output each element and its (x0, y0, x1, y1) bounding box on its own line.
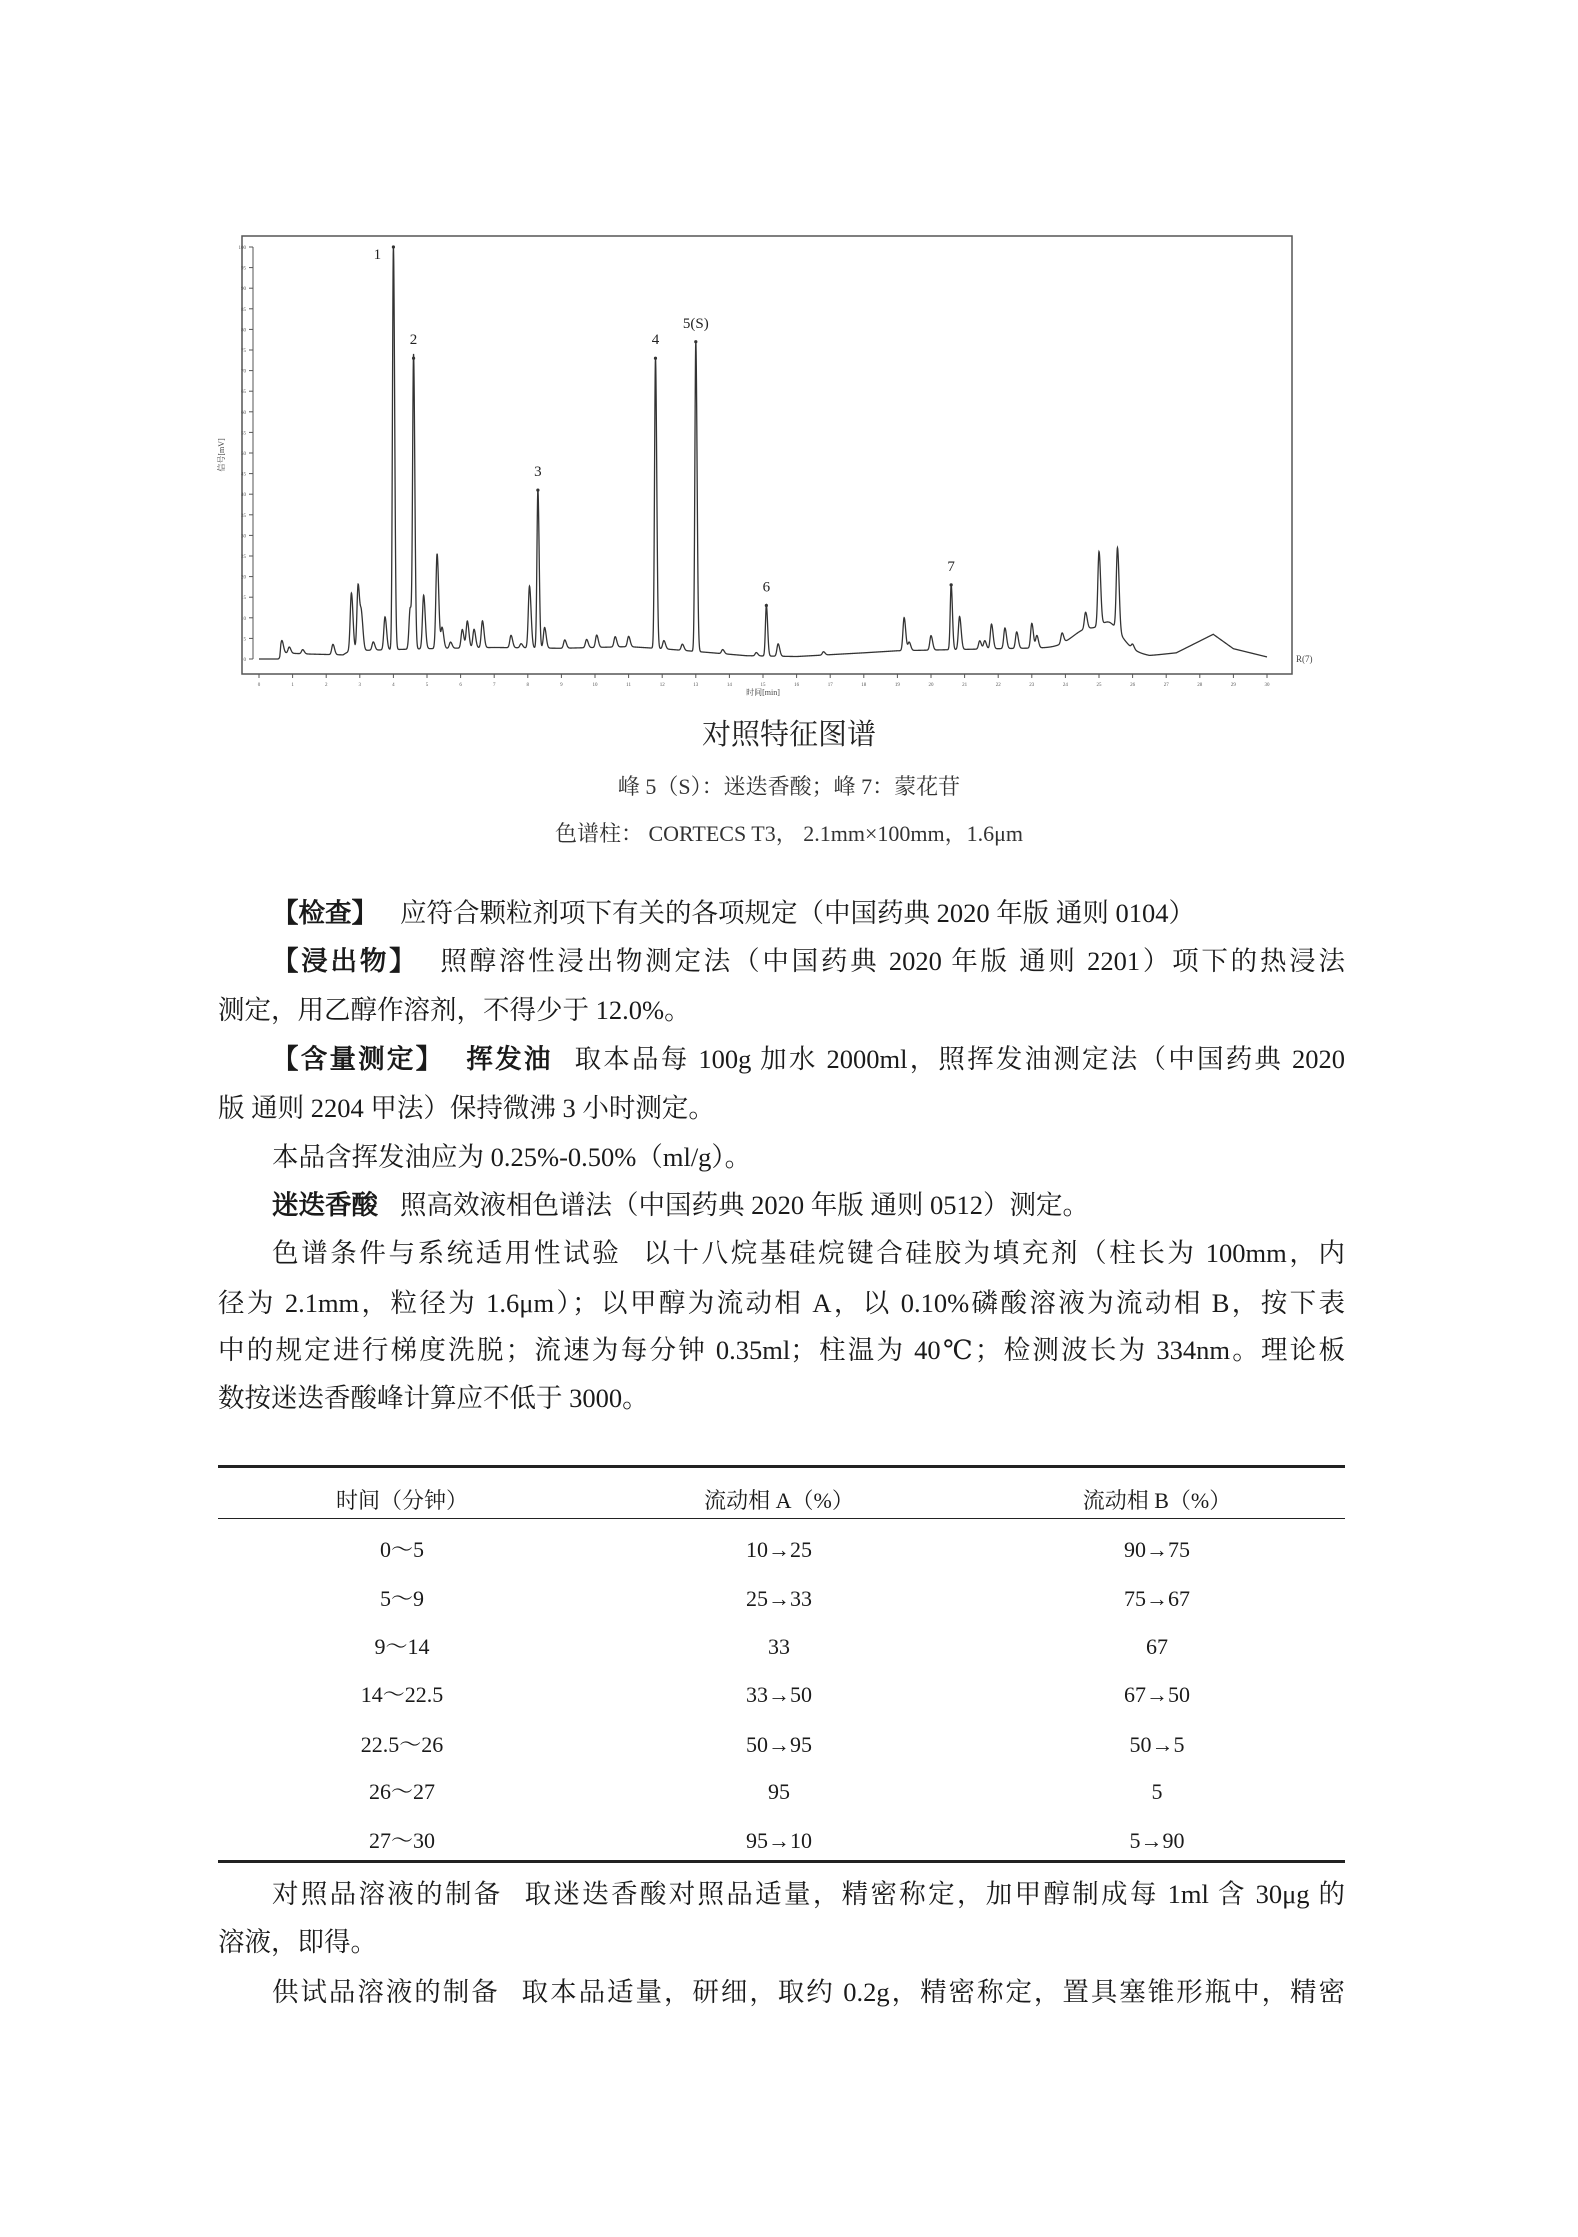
table-cell: 67 (1146, 1634, 1168, 1659)
x-tick-label: 24 (1062, 683, 1068, 688)
ref-solution-heading: 对照品溶液的制备 (272, 1879, 503, 1909)
peak-label: 2 (409, 332, 418, 349)
conditions-paragraph (272, 1236, 1345, 1270)
table-cell: 67→50 (1124, 1682, 1190, 1707)
extract-paragraph (272, 944, 1345, 979)
figure-title: 对照特征图谱 (701, 717, 876, 751)
x-tick-label: 2 (324, 683, 328, 688)
y-tick-label: 40 (241, 493, 246, 499)
table-cell: 50→5 (1129, 1732, 1185, 1757)
table-cell: 95→10 (746, 1828, 812, 1853)
chromatogram-trace (259, 247, 1267, 659)
peak-label: 3 (534, 464, 542, 481)
table-cell: 22.5～26 (360, 1732, 444, 1757)
figure-peak-note: 峰 5（S）：迷迭香酸；峰 7：蒙花苷 (617, 774, 961, 799)
x-tick-label: 7 (492, 683, 496, 688)
peak-apex-marker (536, 488, 539, 491)
test-solution-heading: 供试品溶液的制备 (272, 1977, 500, 2007)
volatile-oil-heading: 挥发油 (466, 1044, 553, 1075)
y-tick-label: 0 (243, 658, 246, 663)
peak-apex-marker (412, 357, 415, 360)
assay-paragraph (272, 1042, 1345, 1077)
conditions-line2: 径为 2.1mm，粒径为 1.6μm）；以甲醇为流动相 A，以 0.10%磷酸溶液为流动相 B，按下表 (218, 1288, 1345, 1318)
x-tick-label: 3 (358, 683, 362, 688)
x-tick-label: 21 (962, 683, 968, 688)
peak-apex-marker (765, 604, 768, 607)
x-tick-label: 18 (861, 683, 867, 688)
x-tick-label: 17 (827, 683, 833, 688)
table-cell: 33→50 (746, 1682, 812, 1707)
peak-label: 5(S) (682, 315, 709, 332)
x-tick-label: 26 (1130, 683, 1136, 688)
x-tick-label: 19 (894, 683, 900, 688)
y-tick-label: 5 (243, 637, 246, 643)
peak-apex-marker (694, 340, 697, 343)
figure-column-note: 色谱柱： CORTECS T3， 2.1mm×100mm，1.6μm (554, 821, 1023, 846)
table-cell: 50→95 (746, 1732, 812, 1757)
extract-text: 照醇溶性浸出物测定法（中国药典 2020 年版 通则 2201）项下的热浸法 (440, 946, 1346, 976)
table-bottom-rule (218, 1860, 1345, 1863)
x-tick-label: 11 (626, 683, 632, 688)
table-cell: 14～22.5 (360, 1682, 444, 1707)
y-tick-label: 85 (241, 307, 246, 313)
y-tick-label: 90 (241, 287, 246, 293)
inspection-heading: 【检查】 (272, 898, 378, 929)
x-tick-label: 30 (1264, 683, 1270, 688)
y-tick-label: 15 (241, 596, 246, 602)
table-header-cell: 流动相 A（%） (704, 1488, 854, 1513)
peak-label: 4 (651, 332, 660, 349)
y-tick-label: 75 (241, 349, 246, 354)
x-tick-label: 16 (794, 683, 800, 688)
y-tick-label: 65 (241, 390, 246, 396)
x-tick-label: 1 (291, 683, 294, 688)
r7-label: R(7) (1296, 654, 1313, 664)
y-tick-label: 30 (241, 534, 246, 540)
assay-heading: 【含量测定】 (272, 1044, 445, 1075)
table-cell: 0～5 (379, 1537, 424, 1562)
x-tick-label: 25 (1096, 683, 1102, 688)
y-axis-label: 信号[mV] (217, 438, 226, 472)
assay-text-line2: 版 通则 2204 甲法）保持微沸 3 小时测定。 (218, 1093, 715, 1123)
test-solution-text: 取本品适量，研细，取约 0.2g，精密称定，置具塞锥形瓶中，精密 (521, 1977, 1346, 2007)
y-tick-label: 60 (241, 410, 246, 416)
y-tick-label: 80 (241, 328, 246, 334)
x-tick-label: 28 (1197, 683, 1203, 688)
table-cell: 9～14 (374, 1634, 430, 1659)
x-tick-label: 9 (560, 683, 563, 688)
chromatogram (0, 0, 1578, 720)
oil-limit-text: 本品含挥发油应为 0.25%-0.50%（ml/g）。 (272, 1142, 752, 1172)
peak-apex-marker (392, 245, 395, 248)
conditions-line3: 中的规定进行梯度洗脱；流速为每分钟 0.35ml；柱温为 40℃；检测波长为 334nm。理论板 (218, 1335, 1345, 1365)
peak-apex-marker (950, 583, 953, 586)
x-tick-label: 15 (760, 683, 766, 688)
x-axis-label: 时间[min] (746, 688, 780, 697)
table-cell: 5～9 (379, 1586, 424, 1611)
x-tick-label: 13 (693, 683, 699, 688)
table-cell: 5 (1151, 1779, 1163, 1804)
x-tick-label: 23 (1029, 683, 1035, 688)
y-tick-label: 25 (241, 555, 246, 560)
table-cell: 10→25 (746, 1537, 812, 1562)
table-top-rule (218, 1465, 1345, 1468)
table-header-cell: 流动相 B（%） (1082, 1488, 1232, 1513)
conditions-heading: 色谱条件与系统适用性试验 (272, 1238, 622, 1268)
x-tick-label: 27 (1163, 683, 1169, 688)
extract-text-line2: 测定，用乙醇作溶剂，不得少于 12.0%。 (218, 995, 691, 1025)
x-tick-label: 8 (526, 683, 530, 688)
ref-solution-line2: 溶液，即得。 (218, 1927, 377, 1957)
y-tick-label: 95 (241, 266, 246, 272)
ref-solution-paragraph (272, 1877, 1345, 1911)
table-cell: 90→75 (1124, 1537, 1190, 1562)
test-solution-paragraph (272, 1975, 1345, 2009)
x-tick-label: 4 (392, 683, 395, 688)
peak-label: 1 (373, 247, 382, 263)
x-tick-label: 29 (1230, 683, 1236, 688)
inspection-text: 应符合颗粒剂项下有关的各项规定（中国药典 2020 年版 通则 0104） (400, 898, 1195, 928)
table-cell: 75→67 (1124, 1586, 1190, 1611)
table-header-rule (218, 1518, 1345, 1519)
table-cell: 95 (768, 1779, 790, 1804)
inspection-paragraph (272, 896, 1345, 931)
peak-label: 6 (762, 579, 771, 596)
rosmarinic-heading: 迷迭香酸 (272, 1190, 378, 1221)
rosmarinic-text: 照高效液相色谱法（中国药典 2020 年版 通则 0512）测定。 (400, 1190, 1089, 1220)
y-tick-label: 100 (238, 246, 246, 251)
x-tick-label: 12 (659, 683, 665, 688)
extract-heading: 【浸出物】 (272, 946, 419, 977)
table-header-cell: 时间（分钟） (335, 1488, 468, 1513)
table-cell: 25→33 (746, 1586, 812, 1611)
x-tick-label: 20 (928, 683, 934, 688)
ref-solution-text: 取迷迭香酸对照品适量，精密称定，加甲醇制成每 1ml 含 30μg 的 (524, 1879, 1346, 1909)
conditions-text: 以十八烷基硅烷键合硅胶为填充剂（柱长为 100mm，内 (643, 1238, 1345, 1268)
y-tick-label: 20 (241, 575, 246, 581)
x-tick-label: 0 (257, 683, 261, 688)
table-cell: 26～27 (368, 1779, 435, 1804)
y-tick-label: 55 (241, 431, 246, 437)
y-tick-label: 35 (241, 513, 246, 519)
peak-label: 7 (947, 558, 955, 575)
y-tick-label: 50 (241, 452, 246, 457)
conditions-line4: 数按迷迭香酸峰计算应不低于 3000。 (218, 1383, 649, 1413)
x-tick-label: 22 (995, 683, 1001, 688)
x-tick-label: 6 (459, 683, 462, 688)
table-cell: 5→90 (1129, 1828, 1185, 1853)
peak-apex-marker (654, 357, 657, 360)
y-tick-label: 70 (241, 369, 246, 375)
x-tick-label: 14 (726, 683, 732, 688)
table-cell: 33 (768, 1634, 790, 1659)
assay-text: 取本品每 100g 加水 2000ml，照挥发油测定法（中国药典 2020 (574, 1044, 1346, 1074)
x-tick-label: 10 (592, 683, 598, 688)
rosmarinic-paragraph (272, 1188, 1345, 1223)
table-cell: 27～30 (368, 1828, 435, 1853)
y-tick-label: 45 (241, 472, 246, 478)
x-tick-label: 5 (425, 683, 429, 688)
y-tick-label: 10 (241, 616, 246, 622)
